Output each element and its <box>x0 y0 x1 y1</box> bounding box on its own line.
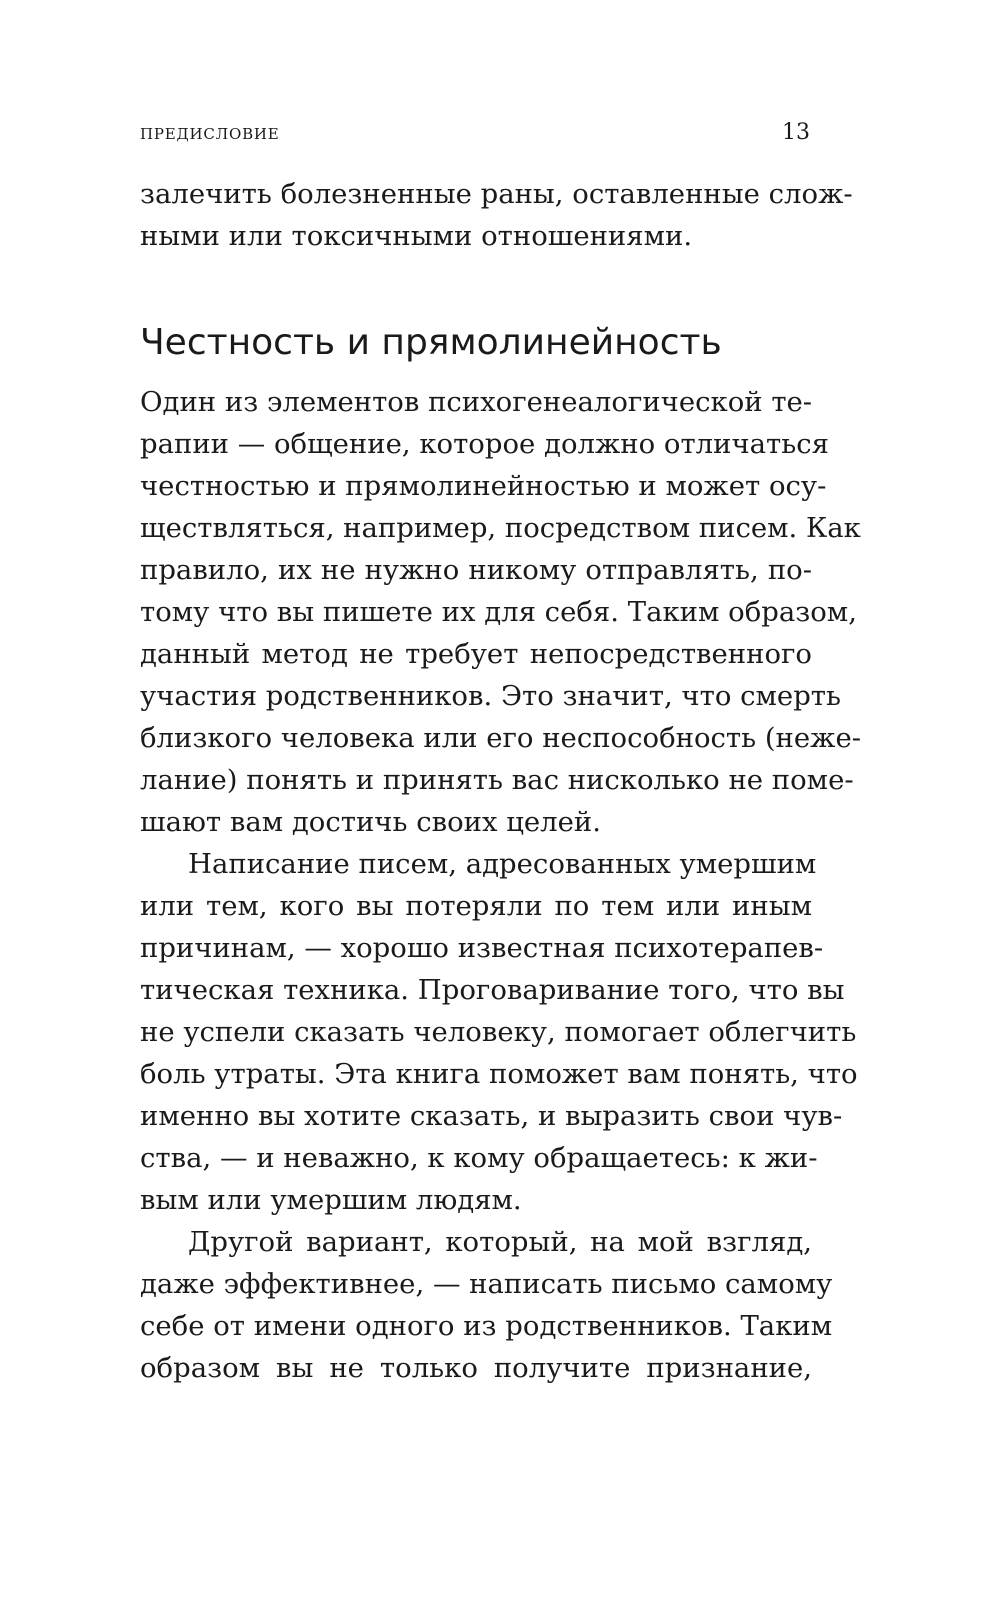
text-line: лание) понять и принять вас нисколько не поме- <box>140 764 854 796</box>
text-line: тому что вы пишете их для себя. Таким образом, <box>140 596 857 628</box>
text-line: вым или умершим людям. <box>140 1184 522 1216</box>
text-line: шают вам достичь своих целей. <box>140 806 601 838</box>
text-line: даже эффективнее, — написать письмо самому <box>140 1268 833 1300</box>
text-line: рапии — общение, которое должно отличаться <box>140 428 829 460</box>
text-line: Написание писем, адресованных умершим <box>188 848 817 880</box>
text-line: причинам, — хорошо известная психотерапев- <box>140 932 824 964</box>
text-line: честностью и прямолинейностью и может осу- <box>140 470 827 502</box>
text-line: боль утраты. Эта книга поможет вам понять, что <box>140 1058 858 1090</box>
text-line: именно вы хотите сказать, и выразить свои чув- <box>140 1100 843 1132</box>
text-line: тическая техника. Проговаривание того, что вы <box>140 974 845 1006</box>
text-line: ными или токсичными отношениями. <box>140 220 693 252</box>
text-line: не успели сказать человеку, помогает облегчить <box>140 1016 857 1048</box>
page-number: 13 <box>782 120 810 145</box>
text-line: себе от имени одного из родственников. Таким <box>140 1310 833 1342</box>
text-line: близкого человека или его неспособность (неже- <box>140 722 862 754</box>
text-line: данный метод не требует непосредственного <box>140 638 812 670</box>
text-line: ства, — и неважно, к кому обращаетесь: к жи- <box>140 1142 818 1174</box>
text-line: или тем, кого вы потеряли по тем или иным <box>140 890 812 922</box>
running-head: ПРЕДИСЛОВИЕ <box>140 125 280 143</box>
text-line: участия родственников. Это значит, что смерть <box>140 680 841 712</box>
section-heading: Честность и прямолинейность <box>140 322 722 363</box>
text-line: Один из элементов психогенеалогической те- <box>140 386 813 418</box>
text-line: залечить болезненные раны, оставленные слож- <box>140 178 853 210</box>
text-line: правило, их не нужно никому отправлять, по- <box>140 554 812 586</box>
text-line: Другой вариант, который, на мой взгляд, <box>188 1226 812 1258</box>
text-line: ществляться, например, посредством писем. Как <box>140 512 861 544</box>
text-line: образом вы не только получите признание, <box>140 1352 812 1384</box>
